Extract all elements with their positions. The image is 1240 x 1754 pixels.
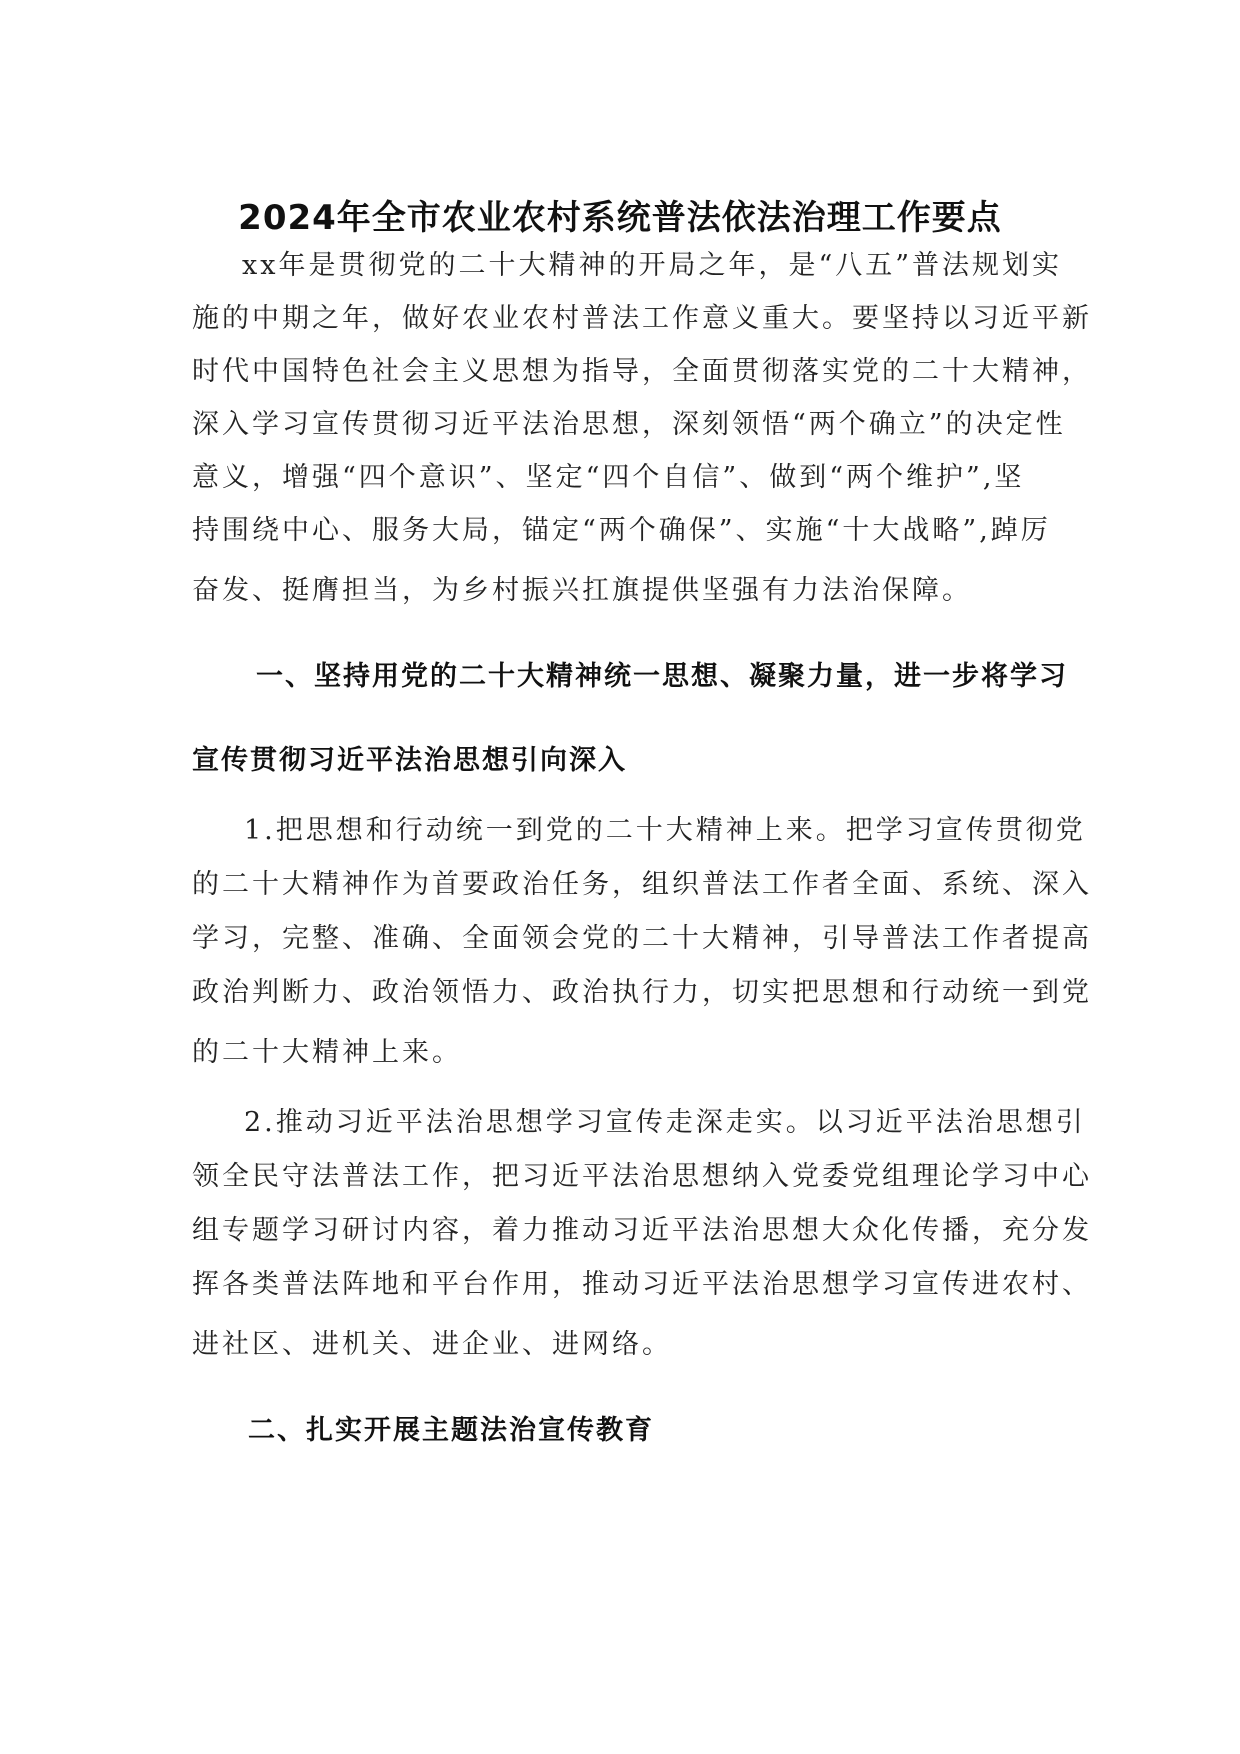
item-2-line: 进社区、进机关、进企业、进网络。	[192, 1329, 672, 1360]
section-1-heading-line-1: 一、坚持用党的二十大精神统一思想、凝聚力量，进一步将学习	[256, 661, 1068, 692]
item-2-line: 领全民守法普法工作，把习近平法治思想纳入党委党组理论学习中心	[192, 1161, 1092, 1192]
item-1-line: 学习，完整、准确、全面领会党的二十大精神，引导普法工作者提高	[192, 923, 1092, 954]
intro-line: 奋发、挺膺担当，为乡村振兴扛旗提供坚强有力法治保障。	[192, 575, 972, 606]
item-2-line: 挥各类普法阵地和平台作用，推动习近平法治思想学习宣传进农村、	[192, 1269, 1092, 1300]
intro-line: 意义，增强“四个意识”、坚定“四个自信”、做到“两个维护”,坚	[192, 462, 1025, 493]
document-title: 2024年全市农业农村系统普法依法治理工作要点	[238, 198, 1002, 238]
item-2-line: 组专题学习研讨内容，着力推动习近平法治思想大众化传播，充分发	[192, 1215, 1092, 1246]
intro-line: 持围绕中心、服务大局，锚定“两个确保”、实施“十大战略”,踔厉	[192, 515, 1051, 546]
item-1-line: 的二十大精神作为首要政治任务，组织普法工作者全面、系统、深入	[192, 869, 1092, 900]
section-2-heading: 二、扎实开展主题法治宣传教育	[248, 1415, 654, 1446]
item-1-line: 的二十大精神上来。	[192, 1037, 462, 1068]
item-1-line: 政治判断力、政治领悟力、政治执行力，切实把思想和行动统一到党	[192, 977, 1092, 1008]
intro-line: 深入学习宣传贯彻习近平法治思想，深刻领悟“两个确立”的决定性	[192, 409, 1066, 440]
section-1-heading-line-2: 宣传贯彻习近平法治思想引向深入	[192, 745, 627, 776]
item-1-line: 1.把思想和行动统一到党的二十大精神上来。把学习宣传贯彻党	[244, 815, 1086, 846]
intro-line: 时代中国特色社会主义思想为指导，全面贯彻落实党的二十大精神，	[192, 356, 1092, 387]
item-2-line: 2.推动习近平法治思想学习宣传走深走实。以习近平法治思想引	[244, 1107, 1086, 1138]
intro-line: xx年是贯彻党的二十大精神的开局之年，是“八五”普法规划实	[242, 250, 1063, 281]
intro-line: 施的中期之年，做好农业农村普法工作意义重大。要坚持以习近平新	[192, 303, 1092, 334]
